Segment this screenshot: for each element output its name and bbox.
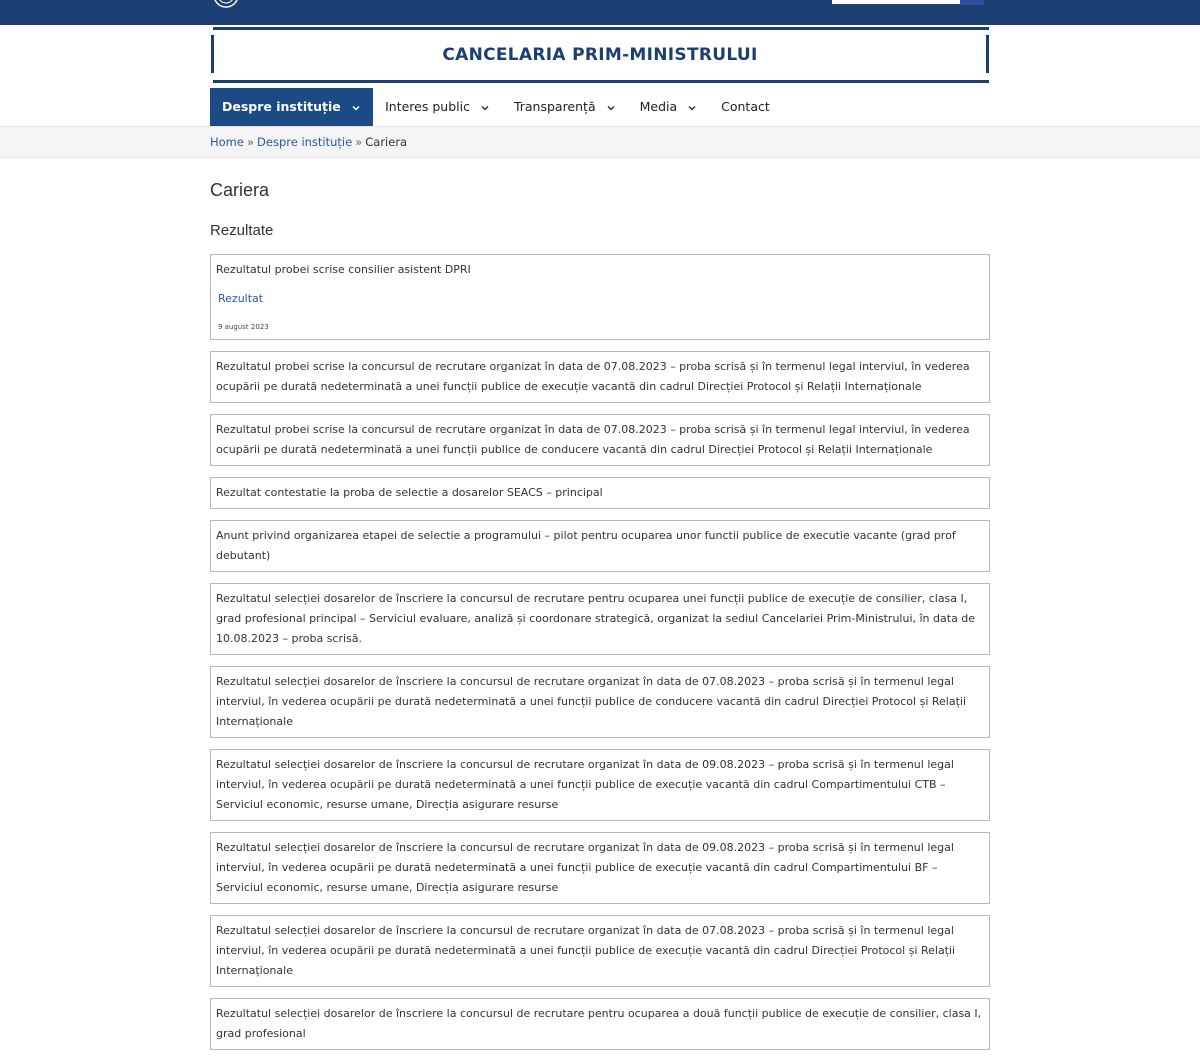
result-card[interactable] xyxy=(210,520,990,572)
breadcrumb-home-link[interactable]: Home xyxy=(210,135,244,149)
nav-item-label: Transparență xyxy=(513,99,596,114)
government-crest-icon[interactable] xyxy=(211,0,241,8)
result-card[interactable] xyxy=(210,915,990,987)
nav-item-label: Contact xyxy=(721,99,770,114)
result-card[interactable] xyxy=(210,666,990,738)
result-title: Anunt privind organizarea etapei de selectie a programului – pilot pentru ocuparea unor functii publice de executie vacante (grad prof debutant) xyxy=(216,529,956,562)
search-input[interactable] xyxy=(832,0,960,4)
nav-item-label: Interes public xyxy=(385,99,470,114)
chevron-down-icon xyxy=(480,103,490,113)
result-title: Rezultatul probei scrise consilier asistent DPRI xyxy=(216,263,471,276)
breadcrumb-separator: » xyxy=(355,135,363,149)
search-button[interactable] xyxy=(960,0,984,5)
result-date: 9 august 2023 xyxy=(218,323,269,331)
result-title: Rezultatul selecției dosarelor de înscriere la concursul de recrutare organizat în data de 07.08.2023 – proba scrisă și în termenul legal interviul, în vederea ocupării pe durată nedeterminată a unei funcții publice de execuție vacantă din cadrul Direcției Protocol și Relații Internaționale xyxy=(216,924,956,977)
site-title[interactable]: CANCELARIA PRIM-MINISTRULUI xyxy=(442,45,758,65)
result-card[interactable] xyxy=(210,477,990,509)
banner-rule-top xyxy=(213,27,989,30)
results-list xyxy=(210,254,990,1061)
top-bar xyxy=(0,0,1200,25)
result-card xyxy=(210,254,990,340)
result-title: Rezultatul selecției dosarelor de înscriere la concursul de recrutare pentru ocuparea unei funcții publice de execuție de consilier, clasa I, grad profesional principal – Serviciul evaluare, analiză și coordonare strategică, organizat la sediul Cancelariei Prim-Ministrului, în data de 10.08.2023 – proba scrisă. xyxy=(216,592,976,645)
banner-rule-bottom xyxy=(213,80,989,83)
nav-item-media[interactable] xyxy=(628,88,710,126)
result-title: Rezultatul selecției dosarelor de înscriere la concursul de recrutare organizat în data de 09.08.2023 – proba scrisă și în termenul legal interviul, în vederea ocupării pe durată nedeterminată a unei funcții publice de execuție vacantă din cadrul Compartimentului CTB – Serviciul economic, resurse umane, Direcția asigurare resurse xyxy=(216,758,954,811)
breadcrumb-parent-link[interactable]: Despre instituție xyxy=(257,135,353,149)
result-card[interactable] xyxy=(210,832,990,904)
result-title: Rezultatul probei scrise la concursul de recrutare organizat în data de 07.08.2023 – proba scrisă și în termenul legal interviul, în vederea ocupării pe durată nedeterminată a unei funcții publice de execuție vacantă din cadrul Direcției Protocol și Relații Internaționale xyxy=(216,360,970,393)
result-title: Rezultatul probei scrise la concursul de recrutare organizat în data de 07.08.2023 – proba scrisă și în termenul legal interviul, în vederea ocupării pe durată nedeterminată a unei funcții publice de conducere vacantă din cadrul Direcției Protocol și Relații Internaționale xyxy=(216,423,970,456)
chevron-down-icon xyxy=(351,103,361,113)
nav-item-label: Media xyxy=(639,99,678,114)
result-title: Rezultatul selecției dosarelor de înscriere la concursul de recrutare pentru ocuparea a două funcții publice de execuție de consilier, clasa I, grad profesional xyxy=(216,1007,982,1040)
result-title: Rezultatul selecției dosarelor de înscriere la concursul de recrutare organizat în data de 09.08.2023 – proba scrisă și în termenul legal interviul, în vederea ocupării pe durată nedeterminată a unei funcții publice de execuție vacantă din cadrul Compartimentului BF – Serviciul economic, resurse umane, Direcția asigurare resurse xyxy=(216,841,954,894)
result-card[interactable] xyxy=(210,351,990,403)
result-title: Rezultat contestatie la proba de selectie a dosarelor SEACS – principal xyxy=(216,486,603,499)
section-title: Rezultate xyxy=(210,222,274,239)
result-card[interactable] xyxy=(210,998,990,1050)
nav-item-label: Despre instituție xyxy=(222,99,341,114)
breadcrumb-bar xyxy=(0,126,1200,158)
result-link[interactable]: Rezultat xyxy=(218,292,264,305)
nav-item-contact[interactable] xyxy=(709,88,782,126)
site-banner xyxy=(211,27,989,83)
breadcrumb-separator: » xyxy=(246,135,255,149)
result-card[interactable] xyxy=(210,414,990,466)
chevron-down-icon xyxy=(687,103,697,113)
page-title: Cariera xyxy=(210,180,270,200)
breadcrumb xyxy=(210,135,407,149)
nav-item-interes-public[interactable] xyxy=(373,88,502,126)
result-card[interactable] xyxy=(210,749,990,821)
nav-item-transparenta[interactable] xyxy=(502,88,628,126)
chevron-down-icon xyxy=(606,103,616,113)
breadcrumb-current: Cariera xyxy=(365,135,408,149)
result-title: Rezultatul selecției dosarelor de înscriere la concursul de recrutare organizat în data de 07.08.2023 – proba scrisă și în termenul legal interviul, în vederea ocupării pe durată nedeterminată a unei funcții publice de conducere vacantă din cadrul Direcției Protocol și Relații Internaționale xyxy=(216,675,967,728)
nav-item-despre-institutie[interactable] xyxy=(210,88,373,126)
main-nav xyxy=(210,88,782,126)
result-card[interactable] xyxy=(210,583,990,655)
